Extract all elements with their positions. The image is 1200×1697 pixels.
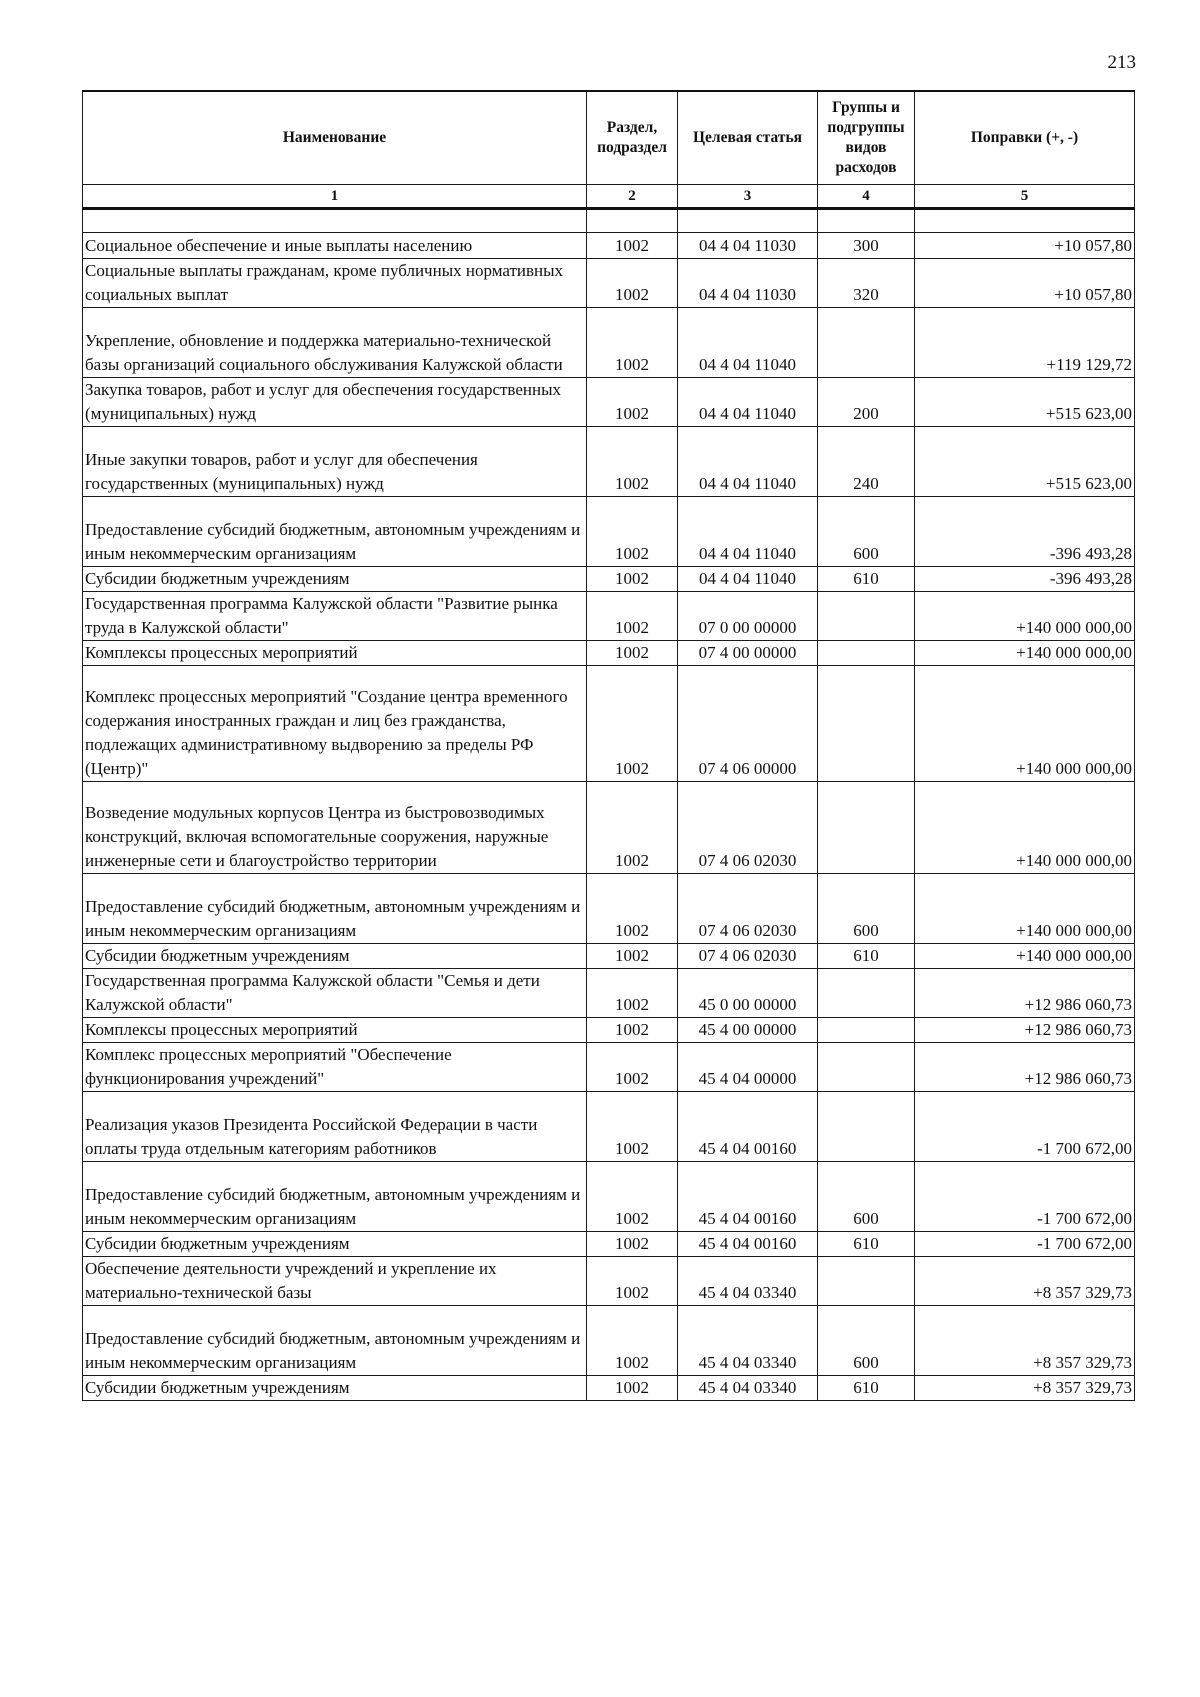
cell-name: Государственная программа Калужской области "Семья и дети Калужской области" <box>83 969 587 1018</box>
cell-amount: -1 700 672,00 <box>915 1162 1135 1232</box>
table-row <box>83 378 1135 427</box>
cell-target: 45 4 04 00160 <box>678 1162 818 1232</box>
table-row <box>83 233 1135 259</box>
cell-group: 200 <box>818 378 915 427</box>
cell-name: Социальное обеспечение и иные выплаты населению <box>83 233 587 259</box>
cell-name: Субсидии бюджетным учреждениям <box>83 567 587 592</box>
cell-group: 600 <box>818 497 915 567</box>
column-number: 4 <box>818 185 915 209</box>
cell-group: 300 <box>818 233 915 259</box>
cell-section: 1002 <box>587 666 678 782</box>
cell-amount: -1 700 672,00 <box>915 1232 1135 1257</box>
table-row <box>83 1232 1135 1257</box>
cell-name: Возведение модульных корпусов Центра из быстровозводимых конструкций, включая вспомогательные сооружения, наружные инженерные сети и благоустройство территории <box>83 782 587 874</box>
cell-target: 45 4 04 03340 <box>678 1376 818 1401</box>
table-row <box>83 1018 1135 1043</box>
header-groups: Группы и подгруппы видов расходов <box>818 91 915 185</box>
cell-amount: +515 623,00 <box>915 427 1135 497</box>
cell-amount: +140 000 000,00 <box>915 666 1135 782</box>
cell-amount: +12 986 060,73 <box>915 969 1135 1018</box>
cell-name: Предоставление субсидий бюджетным, автономным учреждениям и иным некоммерческим организациям <box>83 1162 587 1232</box>
cell-section: 1002 <box>587 378 678 427</box>
table-row <box>83 969 1135 1018</box>
cell-amount: -396 493,28 <box>915 497 1135 567</box>
cell-target: 07 0 00 00000 <box>678 592 818 641</box>
cell-name: Реализация указов Президента Российской Федерации в части оплаты труда отдельным категориям работников <box>83 1092 587 1162</box>
cell-target: 45 4 04 00160 <box>678 1092 818 1162</box>
cell-section: 1002 <box>587 1092 678 1162</box>
cell-target: 45 4 00 00000 <box>678 1018 818 1043</box>
cell-name: Комплекс процессных мероприятий "Обеспечение функционирования учреждений" <box>83 1043 587 1092</box>
table-row <box>83 874 1135 944</box>
cell-section: 1002 <box>587 1162 678 1232</box>
table-row <box>83 259 1135 308</box>
spacer-row <box>83 209 1135 233</box>
cell-group: 600 <box>818 1306 915 1376</box>
table-row <box>83 427 1135 497</box>
cell-section: 1002 <box>587 1376 678 1401</box>
cell-amount: +8 357 329,73 <box>915 1376 1135 1401</box>
cell-section: 1002 <box>587 497 678 567</box>
cell-amount: +8 357 329,73 <box>915 1306 1135 1376</box>
cell-group: 600 <box>818 874 915 944</box>
cell-name: Комплекс процессных мероприятий "Создание центра временного содержания иностранных граждан и лиц без гражданства, подлежащих административному выдворению за пределы РФ (Центр)" <box>83 666 587 782</box>
cell-amount: +140 000 000,00 <box>915 874 1135 944</box>
cell-amount: +8 357 329,73 <box>915 1257 1135 1306</box>
cell-section: 1002 <box>587 874 678 944</box>
cell-name: Иные закупки товаров, работ и услуг для обеспечения государственных (муниципальных) нужд <box>83 427 587 497</box>
table-row <box>83 1306 1135 1376</box>
cell-group: 240 <box>818 427 915 497</box>
cell-group <box>818 1043 915 1092</box>
cell-amount: +140 000 000,00 <box>915 592 1135 641</box>
cell-name: Комплексы процессных мероприятий <box>83 1018 587 1043</box>
cell-group <box>818 641 915 666</box>
cell-name: Предоставление субсидий бюджетным, автономным учреждениям и иным некоммерческим организациям <box>83 1306 587 1376</box>
cell-name: Обеспечение деятельности учреждений и укрепление их материально-технической базы <box>83 1257 587 1306</box>
cell-target: 45 4 04 00160 <box>678 1232 818 1257</box>
cell-group: 600 <box>818 1162 915 1232</box>
column-number: 5 <box>915 185 1135 209</box>
cell-amount: -396 493,28 <box>915 567 1135 592</box>
cell-target: 07 4 06 02030 <box>678 782 818 874</box>
table-row <box>83 1257 1135 1306</box>
cell-group: 610 <box>818 1376 915 1401</box>
cell-target: 07 4 06 00000 <box>678 666 818 782</box>
table-row <box>83 308 1135 378</box>
cell-target: 04 4 04 11040 <box>678 567 818 592</box>
table-row <box>83 641 1135 666</box>
cell-name: Субсидии бюджетным учреждениям <box>83 1232 587 1257</box>
cell-target: 04 4 04 11040 <box>678 497 818 567</box>
table-row <box>83 944 1135 969</box>
cell-section: 1002 <box>587 641 678 666</box>
header-target: Целевая статья <box>678 91 818 185</box>
cell-section: 1002 <box>587 1257 678 1306</box>
cell-section: 1002 <box>587 567 678 592</box>
cell-amount: +140 000 000,00 <box>915 641 1135 666</box>
header-section: Раздел, подраздел <box>587 91 678 185</box>
table-row <box>83 1162 1135 1232</box>
cell-amount: +10 057,80 <box>915 259 1135 308</box>
cell-group: 610 <box>818 567 915 592</box>
cell-section: 1002 <box>587 308 678 378</box>
cell-section: 1002 <box>587 427 678 497</box>
cell-amount: +119 129,72 <box>915 308 1135 378</box>
cell-target: 07 4 00 00000 <box>678 641 818 666</box>
cell-amount: +140 000 000,00 <box>915 782 1135 874</box>
cell-target: 04 4 04 11040 <box>678 427 818 497</box>
cell-group: 320 <box>818 259 915 308</box>
column-number-row <box>83 185 1135 209</box>
table-row <box>83 1092 1135 1162</box>
cell-section: 1002 <box>587 1043 678 1092</box>
cell-name: Укрепление, обновление и поддержка материально-технической базы организаций социального обслуживания Калужской области <box>83 308 587 378</box>
cell-section: 1002 <box>587 782 678 874</box>
cell-amount: +10 057,80 <box>915 233 1135 259</box>
cell-amount: +12 986 060,73 <box>915 1043 1135 1092</box>
cell-group <box>818 666 915 782</box>
cell-amount: +12 986 060,73 <box>915 1018 1135 1043</box>
page-number: 213 <box>1107 52 1136 73</box>
cell-name: Предоставление субсидий бюджетным, автономным учреждениям и иным некоммерческим организациям <box>83 497 587 567</box>
cell-target: 04 4 04 11040 <box>678 378 818 427</box>
table-row <box>83 567 1135 592</box>
cell-amount: +140 000 000,00 <box>915 944 1135 969</box>
table-row <box>83 1376 1135 1401</box>
cell-target: 04 4 04 11030 <box>678 259 818 308</box>
cell-group <box>818 782 915 874</box>
table-row <box>83 497 1135 567</box>
table-row <box>83 1043 1135 1092</box>
cell-section: 1002 <box>587 1018 678 1043</box>
cell-name: Предоставление субсидий бюджетным, автономным учреждениям и иным некоммерческим организациям <box>83 874 587 944</box>
cell-section: 1002 <box>587 1232 678 1257</box>
cell-target: 07 4 06 02030 <box>678 874 818 944</box>
cell-group <box>818 1257 915 1306</box>
cell-section: 1002 <box>587 1306 678 1376</box>
column-number: 3 <box>678 185 818 209</box>
cell-group <box>818 592 915 641</box>
cell-section: 1002 <box>587 969 678 1018</box>
cell-name: Субсидии бюджетным учреждениям <box>83 944 587 969</box>
column-number: 1 <box>83 185 587 209</box>
cell-amount: +515 623,00 <box>915 378 1135 427</box>
cell-group: 610 <box>818 944 915 969</box>
cell-name: Социальные выплаты гражданам, кроме публичных нормативных социальных выплат <box>83 259 587 308</box>
table-row <box>83 782 1135 874</box>
cell-group <box>818 969 915 1018</box>
cell-target: 45 4 04 03340 <box>678 1306 818 1376</box>
table-header-row <box>83 91 1135 185</box>
cell-target: 45 0 00 00000 <box>678 969 818 1018</box>
column-number: 2 <box>587 185 678 209</box>
cell-target: 04 4 04 11030 <box>678 233 818 259</box>
header-name: Наименование <box>83 91 587 185</box>
cell-target: 07 4 06 02030 <box>678 944 818 969</box>
cell-group <box>818 1092 915 1162</box>
cell-group <box>818 308 915 378</box>
cell-target: 04 4 04 11040 <box>678 308 818 378</box>
cell-section: 1002 <box>587 592 678 641</box>
cell-target: 45 4 04 03340 <box>678 1257 818 1306</box>
header-amendments: Поправки (+, -) <box>915 91 1135 185</box>
cell-section: 1002 <box>587 233 678 259</box>
cell-name: Закупка товаров, работ и услуг для обеспечения государственных (муниципальных) нужд <box>83 378 587 427</box>
cell-name: Комплексы процессных мероприятий <box>83 641 587 666</box>
cell-target: 45 4 04 00000 <box>678 1043 818 1092</box>
cell-group: 610 <box>818 1232 915 1257</box>
cell-section: 1002 <box>587 259 678 308</box>
table-body <box>83 209 1135 1401</box>
table-row <box>83 666 1135 782</box>
cell-name: Субсидии бюджетным учреждениям <box>83 1376 587 1401</box>
cell-section: 1002 <box>587 944 678 969</box>
table-row <box>83 592 1135 641</box>
cell-group <box>818 1018 915 1043</box>
cell-name: Государственная программа Калужской области "Развитие рынка труда в Калужской области" <box>83 592 587 641</box>
cell-amount: -1 700 672,00 <box>915 1092 1135 1162</box>
budget-amendments-table <box>82 90 1135 1401</box>
